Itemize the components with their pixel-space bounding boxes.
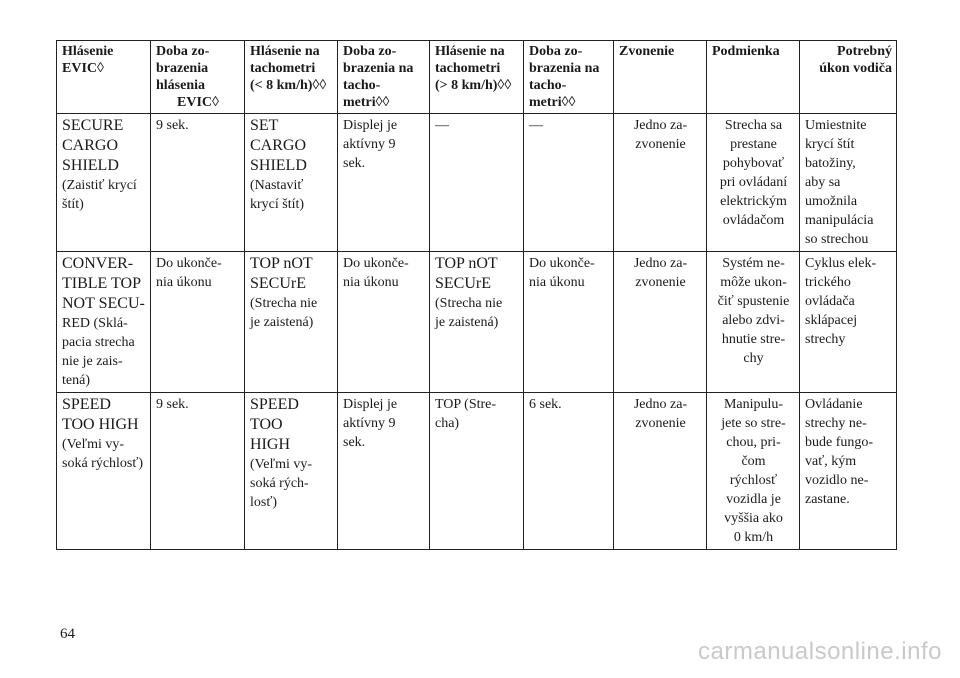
cell-line: pacia strecha: [62, 335, 135, 350]
cell-line: strechy: [805, 332, 846, 347]
header-line: (> 8 km/h)◊◊: [435, 78, 512, 93]
cell-line: ovládača: [805, 294, 855, 309]
cell-line: vozidlo ne-: [805, 473, 869, 488]
cell-line: (Nastaviť: [250, 178, 304, 193]
cell-line: SET: [250, 117, 279, 134]
cell-line: CARGO: [62, 137, 119, 154]
cell-line: sklápacej: [805, 313, 858, 328]
header-line: brazenia: [156, 61, 209, 76]
header-line: Doba zo-: [156, 44, 210, 59]
cell-driver-action: [800, 114, 897, 252]
header-line: EVIC◊: [62, 61, 104, 76]
header-line: tacho-: [529, 78, 567, 93]
header-row: [57, 41, 897, 114]
cell-line: SECUrE: [435, 275, 491, 292]
cell-duration-tacho-high: [524, 114, 614, 252]
cell-line: aktívny 9: [343, 137, 396, 152]
cell-line: zvonenie: [635, 275, 686, 290]
cell-duration-tacho-low: [338, 393, 430, 550]
cell-message-tacho-low: [245, 252, 338, 393]
cell-message-tacho-low: [245, 393, 338, 550]
cell-line: batožiny,: [805, 156, 856, 171]
cell-line: 9 sek.: [156, 118, 189, 133]
cell-line: SECUrE: [250, 275, 306, 292]
cell-line: RED (Sklá-: [62, 316, 128, 331]
cell-line: (Strecha nie: [250, 296, 318, 311]
cell-line: zvonenie: [635, 416, 686, 431]
cell-line: nia úkonu: [343, 275, 399, 290]
cell-line: Jedno za-: [633, 118, 688, 133]
header-line: metri◊◊: [529, 95, 576, 110]
cell-line: —: [435, 118, 449, 133]
cell-line: alebo zdvi-: [722, 313, 785, 328]
cell-line: Cyklus elek-: [805, 256, 877, 271]
cell-line: chy: [743, 351, 764, 366]
cell-line: SPEED: [62, 396, 111, 413]
cell-line: Do ukonče-: [343, 256, 409, 271]
cell-duration-evic: [151, 393, 245, 550]
cell-line: losť): [250, 495, 277, 510]
cell-line: SPEED: [250, 396, 299, 413]
header-condition: [707, 41, 800, 114]
header-line: metri◊◊: [343, 95, 390, 110]
cell-line: Do ukonče-: [529, 256, 595, 271]
table-row: [57, 252, 897, 393]
cell-line: TOO HIGH: [62, 416, 139, 433]
cell-line: Umiestnite: [805, 118, 867, 133]
cell-line: SECURE: [62, 117, 124, 134]
table-row: [57, 114, 897, 252]
cell-line: elektrickým: [720, 194, 787, 209]
cell-line: Do ukonče-: [156, 256, 222, 271]
cell-line: aby sa: [805, 175, 841, 190]
header-driver-action: [800, 41, 897, 114]
cell-line: 6 sek.: [529, 397, 562, 412]
cell-line: jete so stre-: [721, 416, 786, 431]
cell-line: NOT SECU-: [62, 295, 145, 312]
cell-line: hnutie stre-: [721, 332, 786, 347]
cell-message-evic: [57, 114, 151, 252]
watermark: carmanualsonline.info: [698, 638, 942, 665]
cell-message-tacho-high: [430, 114, 524, 252]
cell-line: CARGO: [250, 137, 307, 154]
cell-line: Systém ne-: [722, 256, 785, 271]
cell-line: TOP nOT: [435, 255, 498, 272]
cell-duration-tacho-low: [338, 114, 430, 252]
cell-line: SHIELD: [62, 157, 119, 174]
cell-line: Displej je: [343, 118, 398, 133]
cell-line: (Veľmi vy-: [62, 437, 125, 452]
cell-line: soká rýchlosť): [62, 456, 144, 471]
header-duration-tacho-low: [338, 41, 430, 114]
header-duration-tacho-high: [524, 41, 614, 114]
cell-line: trického: [805, 275, 851, 290]
cell-line: sek.: [343, 156, 366, 171]
cell-line: Jedno za-: [633, 397, 688, 412]
cell-line: vať, kým: [805, 454, 857, 469]
header-line: Hlásenie na: [435, 44, 505, 59]
cell-line: nia úkonu: [529, 275, 585, 290]
header-line: brazenia na: [529, 61, 600, 76]
cell-line: vyššia ako: [724, 511, 783, 526]
cell-message-tacho-low: [245, 114, 338, 252]
cell-driver-action: [800, 393, 897, 550]
cell-line: strechy ne-: [805, 416, 867, 431]
cell-line: TOO: [250, 416, 283, 433]
cell-line: TOP (Stre-: [435, 397, 497, 412]
header-line: Potrebný: [837, 44, 892, 59]
cell-line: Manipulu-: [723, 397, 784, 412]
cell-line: môže ukon-: [720, 275, 787, 290]
table-row: [57, 393, 897, 550]
header-line: tachometri: [250, 61, 316, 76]
cell-chime: [614, 114, 707, 252]
cell-line: krycí štít): [250, 197, 305, 212]
cell-duration-tacho-high: [524, 393, 614, 550]
header-line: Hlásenie: [62, 44, 114, 59]
cell-line: TIBLE TOP: [62, 275, 141, 292]
header-line: Doba zo-: [343, 44, 397, 59]
cell-condition: [707, 252, 800, 393]
cell-line: pohybovať: [722, 156, 785, 171]
cell-line: krycí štít: [805, 137, 855, 152]
header-line: Hlásenie na: [250, 44, 320, 59]
cell-message-evic: [57, 393, 151, 550]
cell-line: Strecha sa: [724, 118, 783, 133]
cell-chime: [614, 252, 707, 393]
cell-line: (Zaistiť krycí: [62, 178, 137, 193]
cell-line: SHIELD: [250, 157, 307, 174]
cell-line: TOP nOT: [250, 255, 313, 272]
cell-message-tacho-high: [430, 252, 524, 393]
cell-line: Ovládanie: [805, 397, 863, 412]
cell-duration-tacho-low: [338, 252, 430, 393]
header-line: tacho-: [343, 78, 381, 93]
cell-line: bude fungo-: [805, 435, 874, 450]
header-line: brazenia na: [343, 61, 414, 76]
cell-line: ovládačom: [722, 213, 785, 228]
cell-line: sek.: [343, 435, 366, 450]
header-message-tacho-high: [430, 41, 524, 114]
cell-duration-evic: [151, 252, 245, 393]
table-body: [57, 114, 897, 550]
header-duration-evic: [151, 41, 245, 114]
cell-line: 9 sek.: [156, 397, 189, 412]
header-chime: [614, 41, 707, 114]
cell-line: —: [529, 118, 543, 133]
header-line: úkon vodiča: [819, 61, 892, 76]
cell-line: Jedno za-: [633, 256, 688, 271]
header-line: EVIC◊: [177, 95, 219, 110]
cell-line: (Veľmi vy-: [250, 457, 313, 472]
page-number: 64: [60, 626, 75, 642]
header-line: Podmienka: [712, 44, 780, 59]
cell-line: rýchlosť: [729, 473, 778, 488]
cell-line: štít): [62, 197, 84, 212]
header-message-evic: [57, 41, 151, 114]
cell-line: zastane.: [805, 492, 850, 507]
cell-condition: [707, 393, 800, 550]
cell-line: manipulácia: [805, 213, 874, 228]
cell-line: (Strecha nie: [435, 296, 503, 311]
cell-driver-action: [800, 252, 897, 393]
header-line: tachometri: [435, 61, 501, 76]
cell-line: prestane: [730, 137, 777, 152]
cell-line: je zaistená): [250, 315, 314, 330]
cell-line: čiť spustenie: [717, 294, 790, 309]
cell-line: tená): [62, 373, 90, 388]
cell-line: aktívny 9: [343, 416, 396, 431]
warning-messages-table: [56, 40, 897, 550]
header-line: hlásenia: [156, 78, 206, 93]
cell-line: čom: [741, 454, 766, 469]
cell-line: CONVER-: [62, 255, 134, 272]
header-message-tacho-low: [245, 41, 338, 114]
cell-line: 0 km/h: [733, 530, 774, 545]
cell-line: so strechou: [805, 232, 869, 247]
cell-duration-evic: [151, 114, 245, 252]
cell-line: HIGH: [250, 436, 290, 453]
cell-line: soká rých-: [250, 476, 309, 491]
cell-line: vozidla je: [726, 492, 781, 507]
cell-line: zvonenie: [635, 137, 686, 152]
cell-chime: [614, 393, 707, 550]
header-line: (< 8 km/h)◊◊: [250, 78, 327, 93]
cell-message-evic: [57, 252, 151, 393]
cell-duration-tacho-high: [524, 252, 614, 393]
cell-line: pri ovládaní: [719, 175, 788, 190]
cell-line: nia úkonu: [156, 275, 212, 290]
cell-message-tacho-high: [430, 393, 524, 550]
cell-line: cha): [435, 416, 460, 431]
header-line: Doba zo-: [529, 44, 583, 59]
cell-line: nie je zais-: [62, 354, 123, 369]
cell-line: umožnila: [805, 194, 858, 209]
header-line: Zvonenie: [619, 44, 675, 59]
cell-line: Displej je: [343, 397, 398, 412]
cell-condition: [707, 114, 800, 252]
cell-line: chou, pri-: [726, 435, 781, 450]
cell-line: je zaistená): [435, 315, 499, 330]
